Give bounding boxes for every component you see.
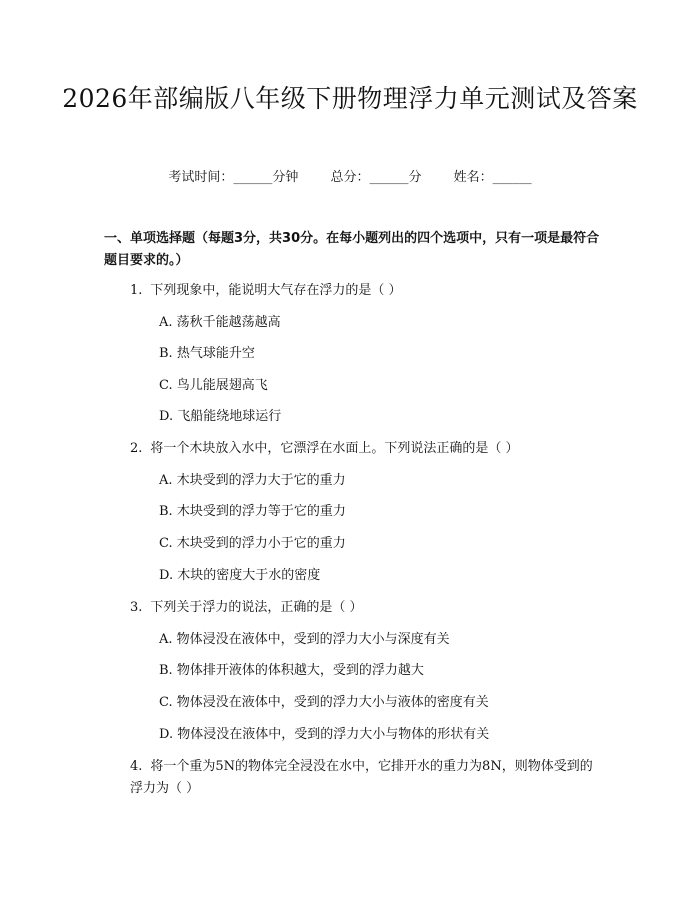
option-3a: A. 物体浸没在液体中，受到的浮力大小与深度有关	[159, 632, 450, 647]
page-title: 2026年部编版八年级下册物理浮力单元测试及答案	[62, 84, 638, 113]
question-4	[130, 756, 600, 800]
question-text: 将一个重为5N的物体完全浸没在水中，它排开水的重力为8N，则物体受到的浮力为（ ）	[130, 759, 593, 796]
question-text: 下列现象中，能说明大气存在浮力的是（ ）	[150, 283, 402, 298]
question-text: 将一个木块放入水中，它漂浮在水面上。下列说法正确的是（ ）	[150, 441, 519, 456]
option-1a: A. 荡秋千能越荡越高	[159, 315, 281, 330]
question-2	[130, 438, 600, 460]
option-3c: C. 物体浸没在液体中，受到的浮力大小与液体的密度有关	[159, 695, 489, 710]
option-3b: B. 物体排开液体的体积越大，受到的浮力越大	[159, 663, 424, 678]
option-1b: B. 热气球能升空	[159, 346, 255, 361]
question-number: 2.	[130, 441, 143, 456]
student-name-field: 姓名：______	[453, 170, 532, 185]
option-1d: D. 飞船能绕地球运行	[159, 409, 282, 424]
option-2a: A. 木块受到的浮力大于它的重力	[159, 473, 346, 488]
question-1	[130, 280, 600, 302]
option-3d: D. 物体浸没在液体中，受到的浮力大小与物体的形状有关	[159, 727, 490, 742]
question-3	[130, 597, 600, 619]
question-text: 下列关于浮力的说法，正确的是（ ）	[150, 600, 363, 615]
exam-time-field: 考试时间：______分钟	[168, 170, 299, 185]
exam-info-line	[0, 168, 700, 188]
section-heading: 一、单项选择题（每题3分，共30分。在每小题列出的四个选项中，只有一项是最符合题目要求的。）	[104, 231, 600, 268]
question-number: 4.	[130, 759, 143, 774]
option-1c: C. 鸟儿能展翅高飞	[159, 378, 268, 393]
question-number: 1.	[130, 283, 143, 298]
option-2d: D. 木块的密度大于水的密度	[159, 568, 321, 583]
question-number: 3.	[130, 600, 143, 615]
option-2c: C. 木块受到的浮力小于它的重力	[159, 536, 346, 551]
option-2b: B. 木块受到的浮力等于它的重力	[159, 504, 346, 519]
total-score-field: 总分：______分	[330, 170, 422, 185]
